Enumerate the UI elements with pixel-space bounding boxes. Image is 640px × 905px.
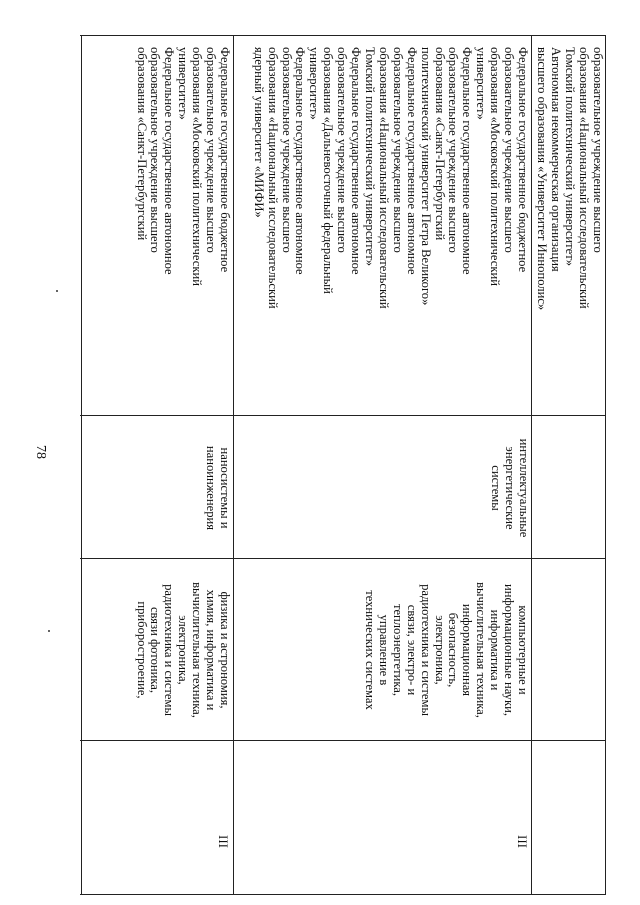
cell-line: электроника, — [176, 615, 191, 685]
cell-line: приборостроение, — [134, 601, 149, 699]
cell-line: образования «Национальный исследовательский — [376, 47, 391, 309]
cell-line: Федеральное государственное автономное — [404, 47, 419, 275]
cell-line: Федеральное государственное автономное — [293, 47, 308, 275]
column-divider — [80, 740, 606, 741]
cell-line: информационная — [460, 603, 475, 697]
row-divider — [531, 35, 532, 895]
table-border-bottom — [80, 894, 606, 895]
page-number: 78 — [33, 445, 48, 459]
cell-line: химия, информатика и — [204, 589, 219, 711]
cell-line: образования «Дальневосточный федеральный — [321, 47, 336, 294]
cell-line: электроника, — [432, 615, 447, 685]
cell-line: вычислительная техника, — [474, 582, 489, 718]
table — [80, 35, 606, 895]
cell-line: университет» — [474, 47, 489, 120]
groups-cell — [134, 560, 231, 740]
cell-line: образования «Национальный исследовательский — [577, 47, 592, 309]
organizations-cell — [251, 47, 529, 309]
cell-line: физика и астрономия, — [218, 591, 232, 709]
cell-line: образования «Санкт-Петербургский — [134, 47, 149, 241]
cell-line: связи фотоника, — [148, 606, 163, 694]
cell-line: образовательное учреждение высшего — [591, 47, 605, 253]
cell-line: Федеральное государственное бюджетное — [218, 47, 232, 273]
cell-line: Федеральное государственное автономное — [162, 47, 177, 275]
column-divider — [80, 558, 606, 559]
organizations-cell — [534, 47, 604, 310]
cell-line: теплоэнергетика, — [390, 603, 405, 697]
cell-line: образовательное учреждение высшего — [446, 47, 461, 253]
rotated-table-page — [80, 35, 606, 895]
cell-line: Федеральное государственное автономное — [349, 47, 364, 275]
cell-line: Федеральное государственное автономное — [460, 47, 475, 275]
cell-line: Федеральное государственное бюджетное — [516, 47, 530, 273]
column-divider — [80, 415, 606, 416]
cell-line: образования «Санкт-Петербургский — [432, 47, 447, 241]
scan-speck — [56, 290, 58, 292]
cell-line: образовательное учреждение высшего — [335, 47, 350, 253]
cell-line: информационные науки, — [502, 584, 517, 716]
cell-line: образования «Московский политехнический — [190, 47, 205, 286]
table-border-right — [81, 35, 82, 895]
direction-cell — [203, 421, 231, 555]
cell-line: компьютерные и — [516, 605, 530, 695]
cell-line: Томский политехнический университет» — [563, 47, 578, 267]
cell-line: связи, электро- и — [404, 604, 419, 696]
cell-line: интеллектуальные — [517, 438, 531, 538]
table-border-top — [80, 35, 606, 36]
scan-speck — [48, 630, 50, 632]
cell-line: образовательное учреждение высшего — [279, 47, 294, 253]
organizations-cell — [134, 47, 231, 286]
direction-cell — [488, 421, 530, 555]
cell-line: ядерный университет «МИФИ» — [251, 47, 266, 218]
cell-line: Томский политехнический университет» — [363, 47, 378, 267]
cell-line: энергетические — [503, 446, 518, 530]
table-border-left — [605, 35, 606, 895]
cell-line: университет» — [176, 47, 191, 120]
cell-line: образования «Национальный исследовательский — [265, 47, 280, 309]
cell-line: высшего образования «Университет Иннополис» — [535, 47, 550, 311]
cell-line: политехнический университет Петра Великого» — [418, 47, 433, 306]
cell-line: образовательное учреждение высшего — [148, 47, 163, 253]
cell-line: образовательное учреждение высшего — [390, 47, 405, 253]
level-cell: III — [515, 835, 530, 848]
cell-line: системы — [489, 465, 504, 511]
cell-line: безопасность, — [446, 612, 461, 688]
cell-line: радиотехника и системы — [162, 584, 177, 716]
cell-line: Автономная некоммерческая организация — [549, 47, 564, 272]
cell-line: образовательное учреждение высшего — [204, 47, 219, 253]
cell-line: радиотехника и системы — [418, 584, 433, 716]
cell-line: образования «Московский политехнический — [488, 47, 503, 286]
groups-cell — [362, 560, 529, 740]
cell-line: вычислительная техника, — [190, 582, 205, 718]
cell-line: наносистемы и — [218, 447, 232, 529]
cell-line: образовательное учреждение высшего — [502, 47, 517, 253]
cell-line: информатика и — [488, 609, 503, 691]
cell-line: университет» — [307, 47, 322, 120]
row-divider — [233, 35, 234, 895]
cell-line: наноинженерия — [204, 445, 219, 531]
cell-line: управление в — [376, 614, 391, 686]
level-cell: III — [216, 835, 231, 848]
cell-line: технических системах — [363, 590, 378, 710]
